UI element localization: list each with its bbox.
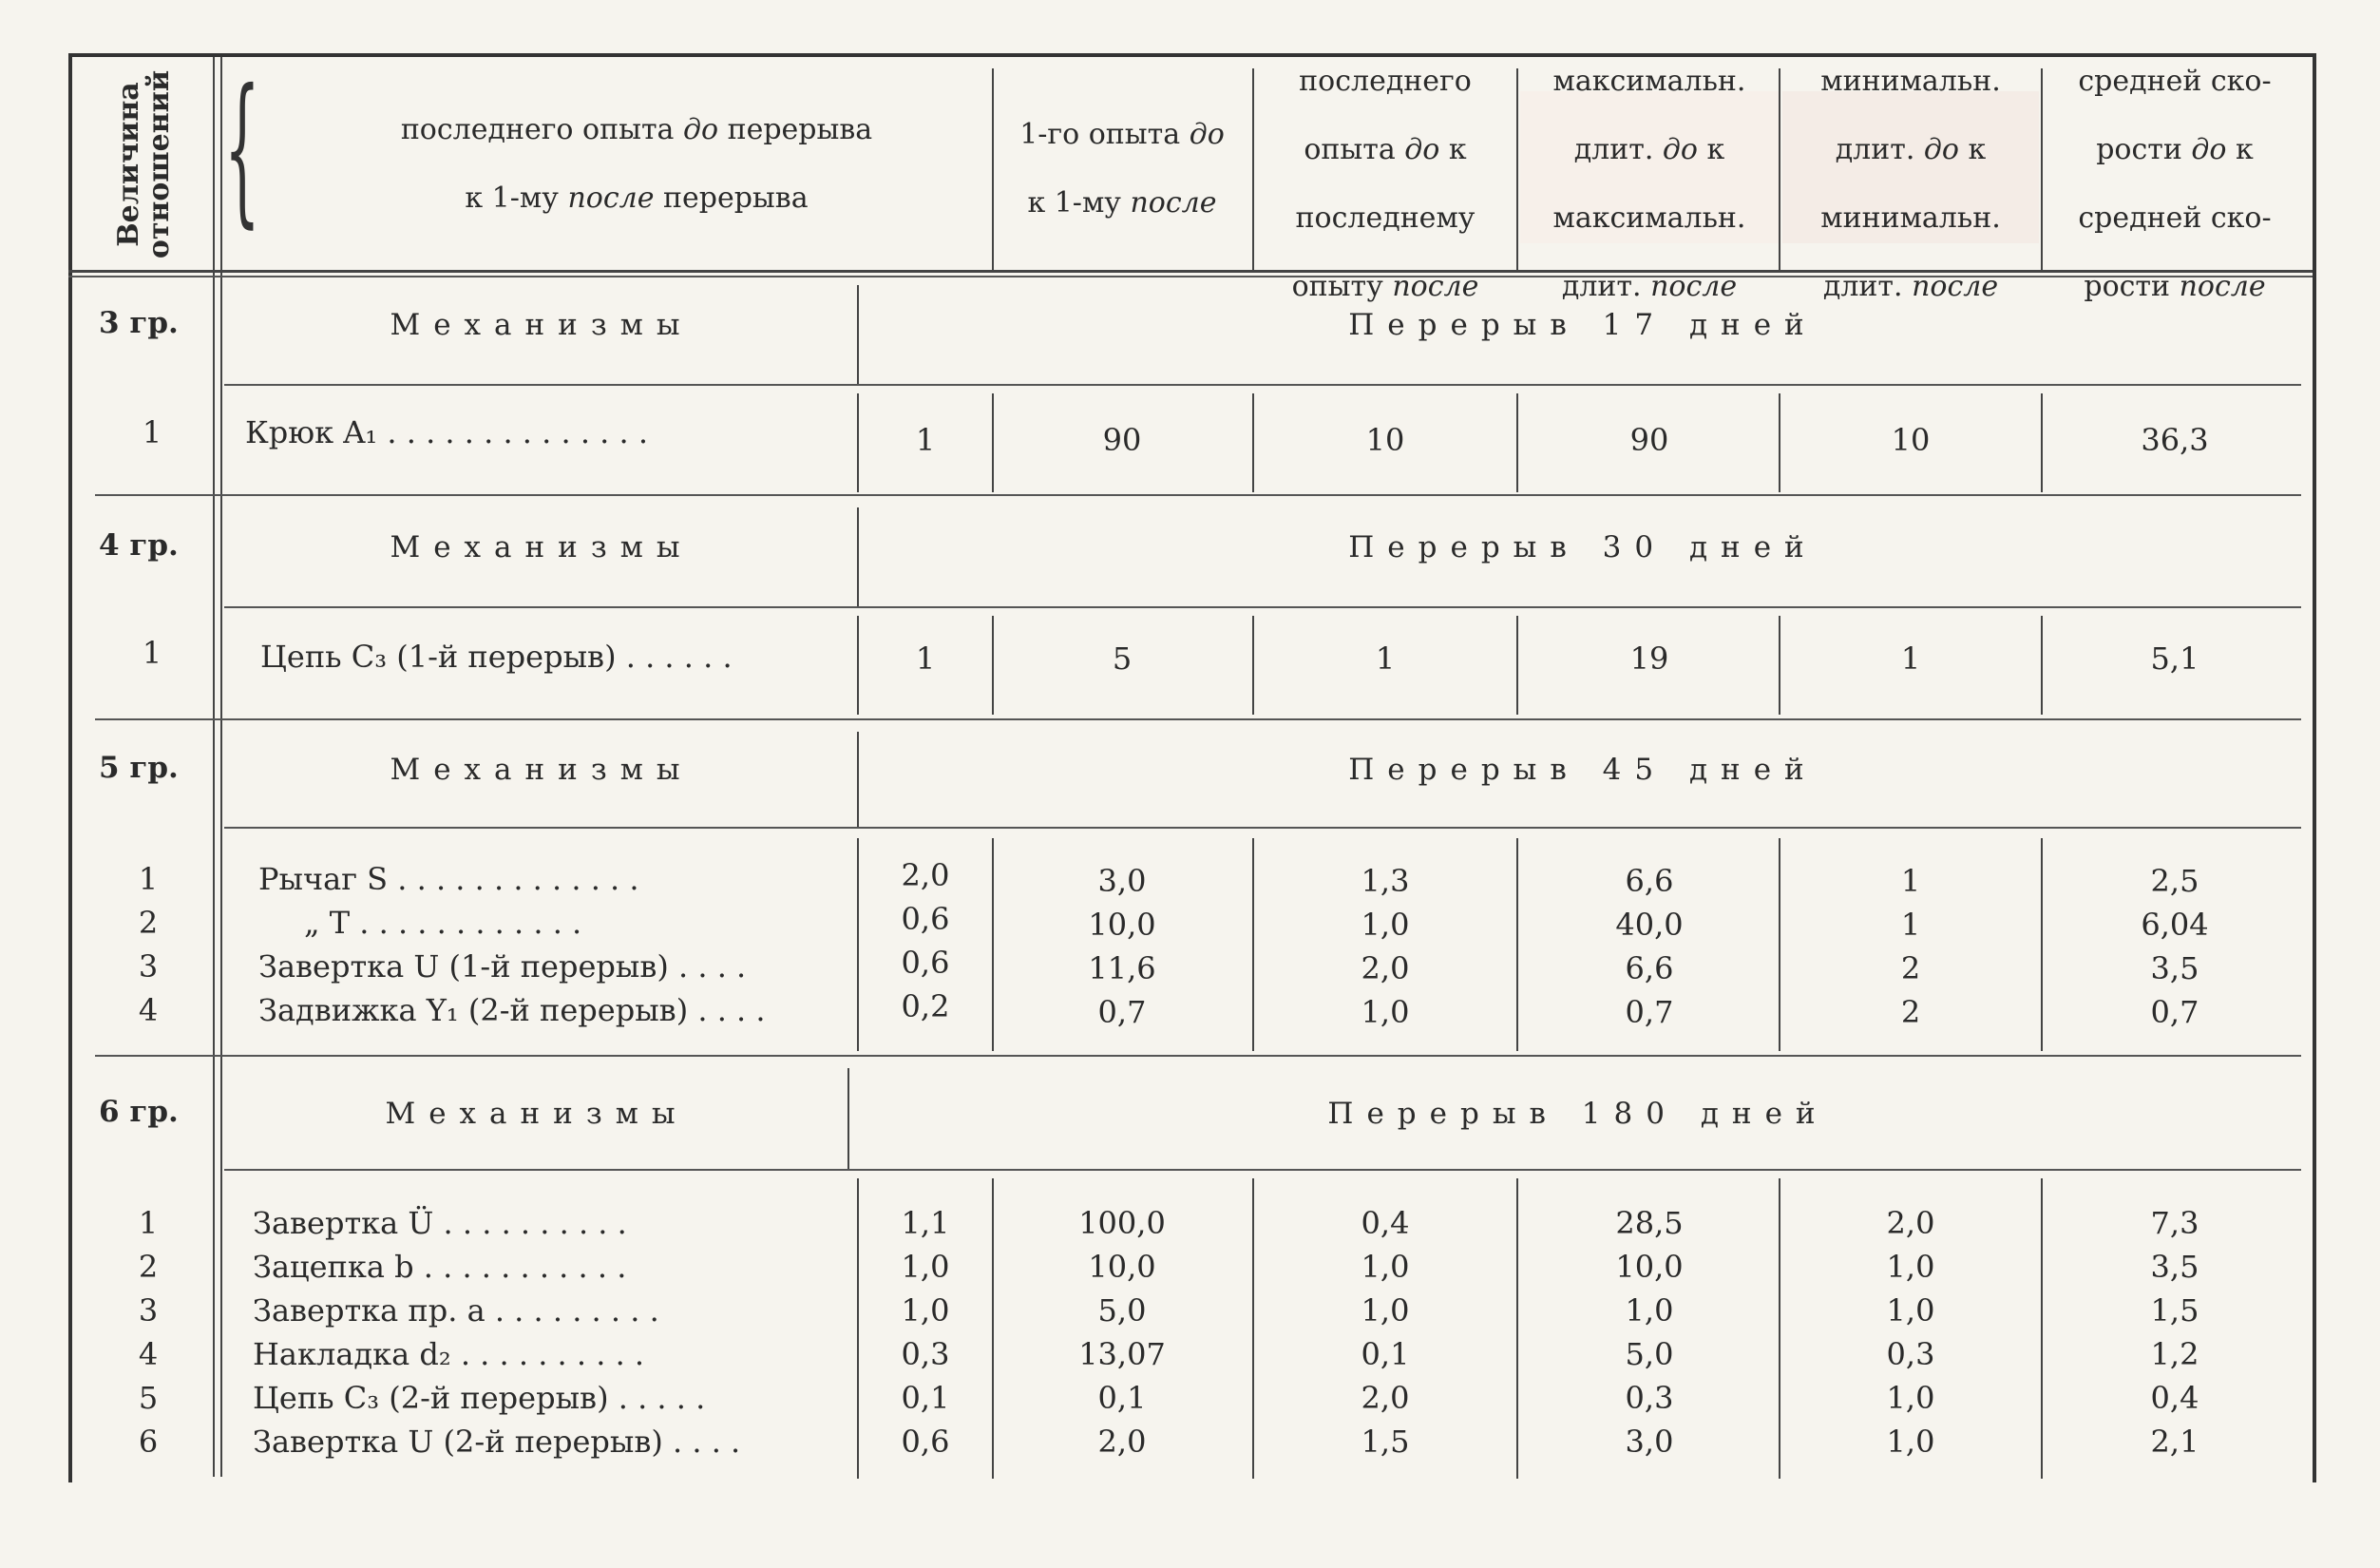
- group-label: 4 гр.: [99, 528, 179, 563]
- col-rule: [1252, 616, 1254, 715]
- header-max-duration: максимальн. длит. до к максимальн. длит. после: [1520, 91, 1779, 243]
- mechanisms-label: Механизмы: [390, 753, 694, 787]
- row-rule: [224, 827, 2301, 829]
- value-cell: 1: [915, 641, 936, 677]
- header-min-duration: минимальн. длит. до к минимальн. длит. после: [1782, 91, 2039, 243]
- row-rule: [95, 1055, 2301, 1057]
- col-rule: [1516, 838, 1518, 1051]
- row-rule: [95, 718, 2301, 720]
- col-rule: [1779, 616, 1780, 715]
- col-rule: [992, 1178, 994, 1479]
- mechanisms-label: Механизмы: [390, 308, 694, 342]
- value-cell: 36,3: [2141, 422, 2209, 458]
- mechanism-name: Цепь C₃ (1-й перерыв) . . . . . .: [260, 639, 733, 675]
- row-rule: [95, 494, 2301, 496]
- value-cell: 19: [1629, 641, 1669, 677]
- col-rule: [857, 393, 859, 492]
- value-cell: 90: [1102, 422, 1142, 458]
- col-rule: [2041, 1178, 2043, 1479]
- value-cell: 1: [1375, 641, 1396, 677]
- value-cell: 5: [1112, 641, 1133, 677]
- col-rule: [1779, 68, 1780, 272]
- col-rule: [1252, 68, 1254, 272]
- col-rule: [992, 616, 994, 715]
- col-rule: [2041, 68, 2043, 272]
- pause-label: Перерыв 45 дней: [1348, 753, 1818, 787]
- mechanisms-label: Механизмы: [390, 530, 694, 564]
- col-rule: [1779, 838, 1780, 1051]
- col-rule: [857, 616, 859, 715]
- col-rule: [2041, 838, 2043, 1051]
- value-column: 28,5 10,0 1,0 5,0 0,3 3,0: [1615, 1205, 1684, 1460]
- col-rule: [992, 838, 994, 1051]
- col-rule: [1516, 68, 1518, 272]
- col-rule: [1252, 393, 1254, 492]
- pause-label: Перерыв 180 дней: [1327, 1097, 1829, 1131]
- group-label: 5 гр.: [99, 751, 179, 785]
- col-rule: [857, 1178, 859, 1479]
- col-rule: [1252, 838, 1254, 1051]
- col-rule: [2041, 616, 2043, 715]
- pause-label: Перерыв 30 дней: [1348, 530, 1818, 564]
- value-cell: 5,1: [2150, 641, 2199, 677]
- col-rule: [857, 732, 859, 827]
- pause-label: Перерыв 17 дней: [1348, 308, 1818, 342]
- value-column: 1,3 1,0 2,0 1,0: [1361, 863, 1410, 1030]
- header-last-before-to-last-after: последнего опыта до к последнему опыту после: [1291, 65, 1479, 303]
- value-column: 2,0 1,0 1,0 0,3 1,0 1,0: [1886, 1205, 1935, 1460]
- col-rule: [1779, 393, 1780, 492]
- row-rule: [224, 606, 2301, 608]
- value-cell: 90: [1629, 422, 1669, 458]
- brace-icon: {: [224, 55, 260, 243]
- value-column: 1,1 1,0 1,0 0,3 0,1 0,6: [901, 1205, 950, 1460]
- value-column: 2,0 0,6 0,6 0,2: [901, 857, 950, 1024]
- col-rule: [1516, 616, 1518, 715]
- col-rule: [857, 507, 859, 606]
- row-rule: [224, 1169, 2301, 1171]
- col-rule: [857, 838, 859, 1051]
- mechanism-names: Рычаг S . . . . . . . . . . . . . „ T . . . . . . . . . . . . Завертка U (1-й перерыв) . . . . Задвижка Y₁ (2-й перерыв) . . . .: [258, 861, 766, 1028]
- row-numbers: 1 2 3 4: [138, 861, 159, 1028]
- col-rule: [847, 1068, 849, 1169]
- value-column: 2,5 6,04 3,5 0,7: [2141, 863, 2209, 1030]
- group-label: 3 гр.: [99, 306, 179, 340]
- header-first-before-to-first-after: 1-го опыта до к 1-му после: [1019, 118, 1225, 220]
- row-rule: [224, 384, 2301, 386]
- value-cell: 10: [1365, 422, 1405, 458]
- value-column: 3,0 10,0 11,6 0,7: [1088, 863, 1156, 1030]
- header-last-before-to-first-after: последнего опыта до перерыва к 1-му после перерыва: [400, 113, 873, 215]
- col-rule: [857, 285, 859, 384]
- value-column: 0,4 1,0 1,0 0,1 2,0 1,5: [1361, 1205, 1410, 1460]
- group-label: 6 гр.: [99, 1095, 179, 1129]
- col-rule: [1516, 1178, 1518, 1479]
- mechanism-name: Крюк A₁ . . . . . . . . . . . . . .: [245, 414, 649, 450]
- value-column: 7,3 3,5 1,5 1,2 0,4 2,1: [2150, 1205, 2199, 1460]
- value-column: 100,0 10,0 5,0 13,07 0,1 2,0: [1078, 1205, 1166, 1460]
- col-rule: [1252, 1178, 1254, 1479]
- col-rule: [992, 68, 994, 272]
- value-cell: 1: [915, 422, 936, 458]
- col-rule: [992, 393, 994, 492]
- header-avg-speed: средней ско- рости до к средней ско- рости после: [2078, 65, 2272, 303]
- value-cell: 10: [1891, 422, 1931, 458]
- mechanisms-label: Механизмы: [385, 1097, 689, 1131]
- value-column: 6,6 40,0 6,6 0,7: [1615, 863, 1684, 1030]
- row-numbers: 1 2 3 4 5 6: [138, 1205, 159, 1460]
- mechanism-names: Завертка Ü . . . . . . . . . . Зацепка b . . . . . . . . . . . Завертка пр. a . . . . . . . . . Накладка d₂ . . . . . . . . . . Цепь C₃ (2-й перерыв) . . . . . Завертка U (2-й перерыв) . . . .: [253, 1205, 741, 1460]
- row-number: 1: [142, 635, 162, 671]
- row-number: 1: [142, 414, 162, 450]
- col-rule: [1779, 1178, 1780, 1479]
- value-cell: 1: [1900, 641, 1921, 677]
- col-rule: [2041, 393, 2043, 492]
- header-bottom-rule: [68, 270, 2313, 277]
- value-column: 1 1 2 2: [1900, 863, 1921, 1030]
- header-ratio-size: Величина отношений: [112, 69, 177, 259]
- col-rule: [1516, 393, 1518, 492]
